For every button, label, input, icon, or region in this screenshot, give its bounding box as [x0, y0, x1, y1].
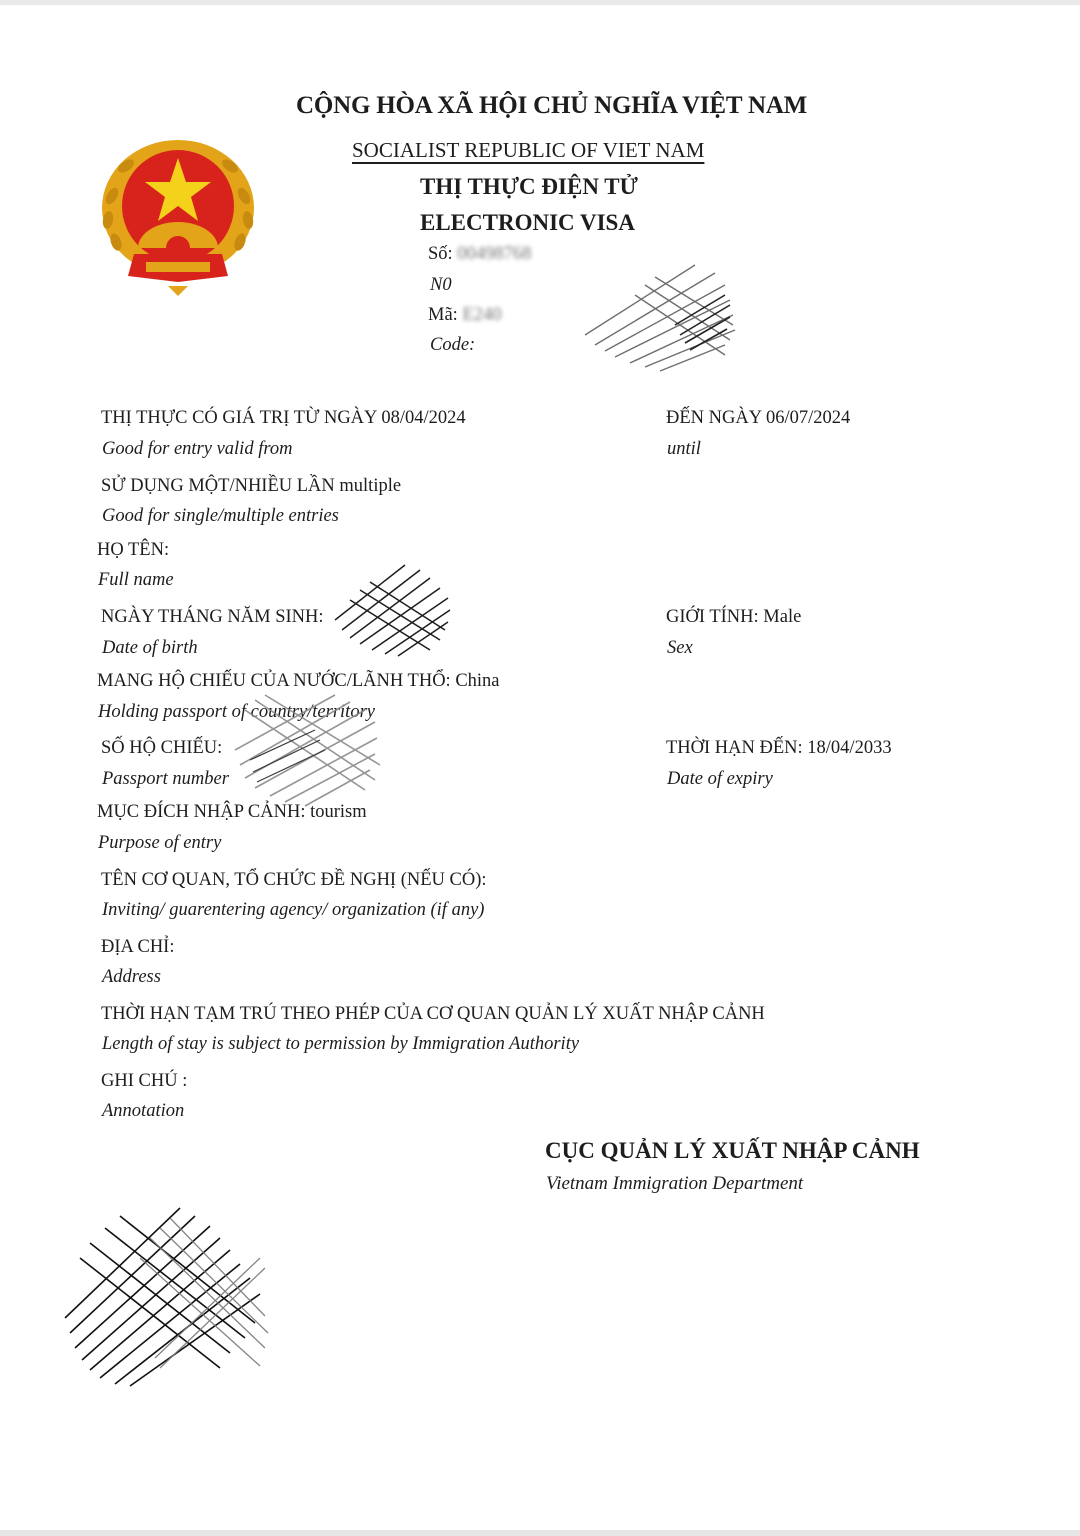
visa-number — [428, 244, 531, 265]
valid-until-label: ĐẾN NGÀY 06/07/2024 — [666, 408, 851, 428]
national-emblem-icon — [98, 136, 258, 298]
valid-from-label-en: Good for entry valid from — [102, 439, 293, 459]
redaction-scribble-dob — [330, 560, 455, 660]
annotation-label: GHI CHÚ : — [101, 1071, 188, 1091]
visa-number-label: Số: — [428, 244, 453, 264]
page-top-border — [0, 0, 1080, 5]
issuing-department-en: Vietnam Immigration Department — [546, 1173, 804, 1194]
sex-label-en: Sex — [667, 638, 693, 658]
valid-from-label: THỊ THỰC CÓ GIÁ TRỊ TỪ NGÀY 08/04/2024 — [101, 408, 466, 428]
visa-code-value: E240 — [462, 305, 502, 325]
passport-number-label-en: Passport number — [102, 769, 229, 789]
redaction-scribble-code — [575, 255, 740, 375]
purpose-label-en: Purpose of entry — [98, 833, 222, 853]
agency-label-en: Inviting/ guarentering agency/ organization (if any) — [102, 900, 485, 920]
passport-number-label: SỐ HỘ CHIẾU: — [101, 738, 223, 758]
passport-country-label-en: Holding passport of country/territory — [98, 702, 375, 722]
document-title-vn: THỊ THỰC ĐIỆN TỬ — [420, 174, 638, 199]
valid-until-label-en: until — [667, 439, 701, 459]
page-bottom-border — [0, 1530, 1080, 1536]
full-name-label: HỌ TÊN: — [97, 540, 170, 560]
redaction-scribble-passport — [225, 690, 385, 810]
visa-code — [428, 305, 502, 326]
entries-label-en: Good for single/multiple entries — [102, 506, 339, 526]
document-title-en: ELECTRONIC VISA — [420, 210, 635, 235]
visa-code-label-en: Code: — [430, 335, 476, 355]
purpose-label: MỤC ĐÍCH NHẬP CẢNH: tourism — [97, 802, 367, 822]
stay-length-label: THỜI HẠN TẠM TRÚ THEO PHÉP CỦA CƠ QUAN QUẢN LÝ XUẤT NHẬP CẢNH — [101, 1004, 765, 1024]
dob-label-en: Date of birth — [102, 638, 198, 658]
address-label: ĐỊA CHỈ: — [101, 937, 175, 957]
visa-number-value: 00498768 — [457, 244, 532, 264]
full-name-label-en: Full name — [98, 570, 174, 590]
passport-expiry-label: THỜI HẠN ĐẾN: 18/04/2033 — [666, 738, 892, 758]
issuing-department-vn: CỤC QUẢN LÝ XUẤT NHẬP CẢNH — [545, 1138, 920, 1163]
visa-number-label-en: N0 — [430, 275, 452, 295]
sex-label: GIỚI TÍNH: Male — [666, 607, 802, 627]
agency-label: TÊN CƠ QUAN, TỔ CHỨC ĐỀ NGHỊ (NẾU CÓ): — [101, 870, 487, 890]
country-title-en: SOCIALIST REPUBLIC OF VIET NAM — [352, 138, 705, 162]
visa-code-label: Mã: — [428, 305, 458, 325]
redaction-scribble-stamp — [60, 1198, 270, 1388]
address-label-en: Address — [102, 967, 161, 987]
country-title-vn: CỘNG HÒA XÃ HỘI CHỦ NGHĨA VIỆT NAM — [296, 92, 808, 119]
passport-expiry-label-en: Date of expiry — [667, 769, 773, 789]
dob-label: NGÀY THÁNG NĂM SINH: — [101, 607, 324, 627]
passport-country-label: MANG HỘ CHIẾU CỦA NƯỚC/LÃNH THỔ: China — [97, 671, 500, 691]
annotation-label-en: Annotation — [102, 1101, 185, 1121]
entries-label: SỬ DỤNG MỘT/NHIỀU LẦN multiple — [101, 476, 402, 496]
stay-length-label-en: Length of stay is subject to permission by Immigration Authority — [102, 1034, 580, 1054]
